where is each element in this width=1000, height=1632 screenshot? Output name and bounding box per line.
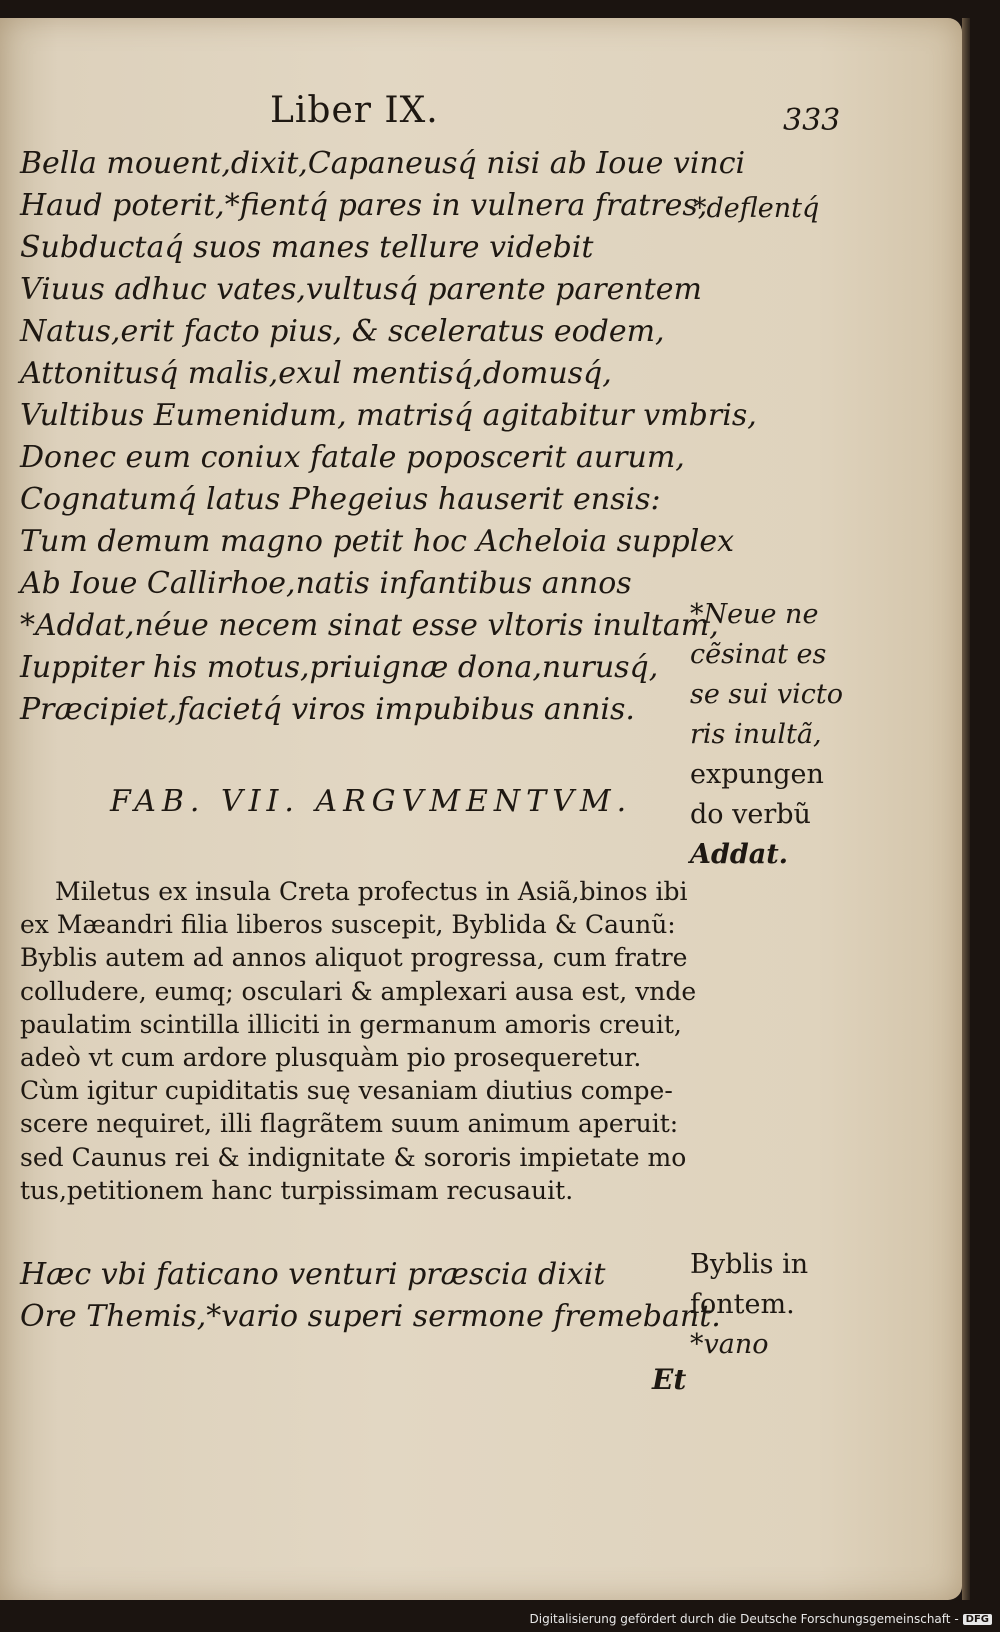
page-number: 333 bbox=[783, 103, 841, 138]
running-header: Liber IX. bbox=[270, 90, 439, 131]
verse-line: Cognatumq́ latus Phegeius hauserit ensis: bbox=[20, 482, 661, 517]
margin-note-1 bbox=[693, 189, 819, 229]
argument-paragraph bbox=[20, 875, 695, 1207]
verse-line: Præcipiet,facietq́ viros impubibus annis. bbox=[20, 692, 635, 727]
verse-line: Tum demum magno petit hoc Acheloia supplex bbox=[20, 524, 735, 559]
verse-line: *Addat,néue necem sinat esse vltoris inultam, bbox=[20, 608, 719, 643]
margin-note-line: do verbũ bbox=[690, 799, 811, 830]
verse-line: Attonitusq́ malis,exul mentisq́,domusq́, bbox=[20, 356, 612, 391]
verse-line: Viuus adhuc vates,vultusq́ parente parentem bbox=[20, 272, 702, 307]
verse-line: Ab Ioue Callirhoe,natis infantibus annos bbox=[20, 566, 632, 601]
prose-line: tus,petitionem hanc turpissimam recusauit. bbox=[20, 1175, 574, 1205]
prose-line: sed Caunus rei & indignitate & sororis impietate mo bbox=[20, 1142, 687, 1172]
catchword: Et bbox=[652, 1363, 687, 1396]
margin-note-line: *Neue ne bbox=[690, 599, 819, 630]
margin-note-line: se sui victo bbox=[690, 679, 843, 710]
prose-line: scere nequiret, illi flagrãtem suum animum aperuit: bbox=[20, 1109, 679, 1139]
margin-note-line: expungen bbox=[690, 759, 824, 790]
credit-text: Digitalisierung gefördert durch die Deutsche Forschungsgemeinschaft - bbox=[529, 1612, 959, 1626]
margin-note-line: Byblis in bbox=[690, 1249, 809, 1280]
margin-note-line: cẽsinat es bbox=[690, 639, 827, 670]
prose-line: colludere, eumq; osculari & amplexari ausa est, vnde bbox=[20, 976, 697, 1006]
margin-note-line: *deflentq́ bbox=[693, 193, 820, 224]
verse-block-bottom bbox=[20, 1254, 721, 1338]
verse-line: Donec eum coniux fatale poposcerit aurum, bbox=[20, 440, 685, 475]
margin-note-line: ris inultã, bbox=[690, 719, 822, 750]
page-edge bbox=[962, 18, 970, 1600]
prose-line: adeò vt cum ardore plusquàm pio prosequeretur. bbox=[20, 1043, 642, 1073]
verse-line: Hæc vbi faticano venturi præscia dixit bbox=[20, 1257, 606, 1292]
prose-line: paulatim scintilla illiciti in germanum amoris creuit, bbox=[20, 1009, 682, 1039]
digitization-credit bbox=[530, 1612, 993, 1626]
fable-heading: FAB. VII. ARGVMENTVM. bbox=[110, 784, 633, 819]
verse-line: Bella mouent,dixit,Capaneusq́ nisi ab Ioue vinci bbox=[20, 146, 746, 181]
margin-note-3 bbox=[690, 1245, 808, 1365]
prose-line: Byblis autem ad annos aliquot progressa, cum fratre bbox=[20, 943, 688, 973]
verse-line: Iuppiter his motus,priuignæ dona,nurusq́, bbox=[20, 650, 659, 685]
dfg-logo: DFG bbox=[963, 1614, 992, 1625]
verse-line: Vultibus Eumenidum, matrisq́ agitabitur vmbris, bbox=[20, 398, 757, 433]
prose-line: Miletus ex insula Creta profectus in Asiã,binos ibi bbox=[55, 877, 688, 906]
verse-line: Subductaq́ suos manes tellure videbit bbox=[20, 230, 594, 265]
verse-line: Natus,erit facto pius, & sceleratus eodem, bbox=[20, 314, 665, 349]
margin-note-2 bbox=[690, 595, 843, 875]
prose-line: Cùm igitur cupiditatis suę vesaniam diutius compe- bbox=[20, 1076, 673, 1106]
verse-line: Ore Themis,*vario superi sermone fremebant. bbox=[20, 1299, 721, 1334]
margin-note-line: *vano bbox=[690, 1329, 769, 1360]
margin-note-line: fontem. bbox=[690, 1289, 795, 1320]
margin-note-line: Addat. bbox=[690, 839, 789, 870]
verse-line: Haud poterit,*fientq́ pares in vulnera fratres, bbox=[20, 188, 708, 223]
prose-line: ex Mæandri filia liberos suscepit, Byblida & Caunũ: bbox=[20, 910, 676, 940]
